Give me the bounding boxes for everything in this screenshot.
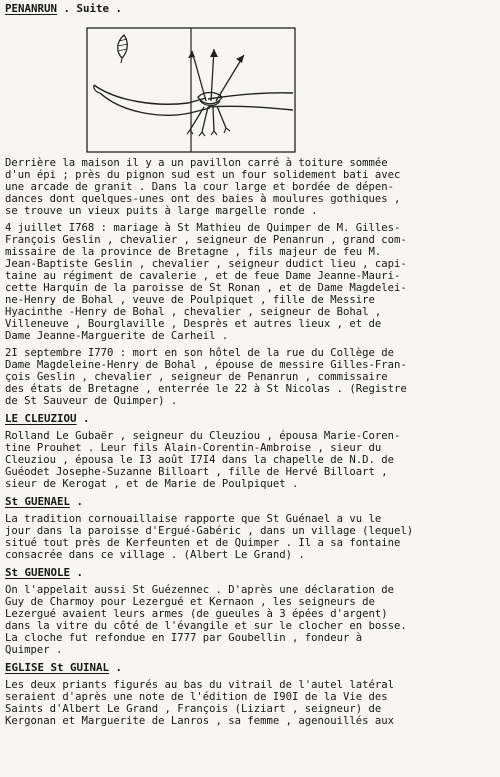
text-line: cette Harquin de la paroisse de St Ronan , et de Dame Magdelei- [5,282,407,294]
section-title-suffix: . [70,495,84,508]
text-line: Quimper . [5,644,63,656]
text-line: çois Geslin , chevalier , seigneur de Penanrun , commissaire [5,371,388,383]
text-line: dans la vitre du côté de l'évangile et sur le clocher en bosse. [5,620,407,632]
section-title: St GUENOLE [5,566,71,579]
section-title-suffix: . [70,566,84,579]
section-heading-guenole [5,567,83,579]
section-title-suffix: . [109,661,123,674]
text-line: jour dans la paroisse d'Ergué-Gabéric , dans un village (lequel) [5,525,414,537]
text-line: Guy de Charmoy pour Lezergué et Kernaon , les seigneurs de [5,596,375,608]
text-line: se trouve un vieux puits à large margelle ronde . [5,205,318,217]
text-line: dances dont quelques-unes ont des baies à moulures gothiques , [5,193,401,205]
text-line: missaire de la province de Bretagne , fils majeur de feu M. [5,246,382,258]
section-title: St GUENAEL [5,495,71,508]
coat-of-arms-drawing [86,27,296,153]
page-heading [5,3,122,15]
text-line: Guéodet Josephe-Suzanne Billoart , fille de Hervé Billoart , [5,466,388,478]
section-title-suffix: . [76,412,90,425]
text-line: Les deux priants figurés au bas du vitrail de l'autel latéral [5,679,395,691]
section-heading-cleuziou [5,413,90,425]
text-line: On l'appelait aussi St Guézennec . D'après une déclaration de [5,584,395,596]
text-line: tine Prouhet . Leur fils Alain-Corentin-Ambroise , sieur du [5,442,382,454]
text-line: Jean-Baptiste Geslin , chevalier , seigneur dudict lieu , capi- [5,258,407,270]
text-line: Lezergué avaient leurs armes (de gueules à 3 épées d'argent) [5,608,388,620]
text-line: sieur de Kerogat , et de Marie de Poulpiquet . [5,478,299,490]
text-line: des états de Bretagne , enterrée le 22 à St Nicolas . (Registre [5,383,407,395]
section-heading-guenael [5,496,83,508]
heading-place: PENANRUN [5,2,58,15]
text-line: seraient d'après une note de l'édition de I90I de la Vie des [5,691,388,703]
text-line: 4 juillet I768 : mariage à St Mathieu de Quimper de M. Gilles- [5,222,401,234]
text-line: une arcade de granit . Dans la cour large et bordée de dépen- [5,181,395,193]
section-title: EGLISE St GUINAL [5,661,110,674]
text-line: Kergonan et Marguerite de Lanros , sa femme , agenouillés aux [5,715,395,727]
text-line: La tradition cornouaillaise rapporte que St Guénael a vu le [5,513,382,525]
text-line: Saints d'Albert Le Grand , François (Liziart , seigneur) de [5,703,382,715]
text-line: La cloche fut refondue en I777 par Goubellin , fondeur à [5,632,363,644]
text-line: Hyacinthe -Henry de Bohal , chevalier , seigneur de Bohal , [5,306,382,318]
text-line: taine au régiment de cavalerie , et de feue Dame Jeanne-Mauri- [5,270,401,282]
text-line: de St Sauveur de Quimper) . [5,395,178,407]
text-line: Derrière la maison il y a un pavillon carré à toiture sommée [5,157,388,169]
text-line: consacrée dans ce village . (Albert Le Grand) . [5,549,305,561]
text-line: Villeneuve , Bourglaville , Desprès et autres lieux , et de [5,318,382,330]
section-title: LE CLEUZIOU [5,412,77,425]
text-line: ne-Henry de Bohal , veuve de Poulpiquet , fille de Messire [5,294,375,306]
text-line: situé tout près de Kerfeunten et de Quimper . Il a sa fontaine [5,537,401,549]
text-line: 2I septembre I770 : mort en son hôtel de la rue du Collège de [5,347,395,359]
heading-suffix: . Suite . [57,2,123,15]
text-line: Cleuziou , épousa le I3 août I7I4 dans la chapelle de N.D. de [5,454,395,466]
text-line: d'un épi ; près du pignon sud est un four solidement bati avec [5,169,401,181]
text-line: Dame Jeanne-Marguerite de Carheil . [5,330,229,342]
section-heading-guinal [5,662,122,674]
text-line: Rolland Le Gubaër , seigneur du Cleuziou , épousa Marie-Coren- [5,430,401,442]
text-line: Dame Magdeleine-Henry de Bohal , épouse de messire Gilles-Fran- [5,359,407,371]
text-line: François Geslin , chevalier , seigneur de Penanrun , grand com- [5,234,407,246]
